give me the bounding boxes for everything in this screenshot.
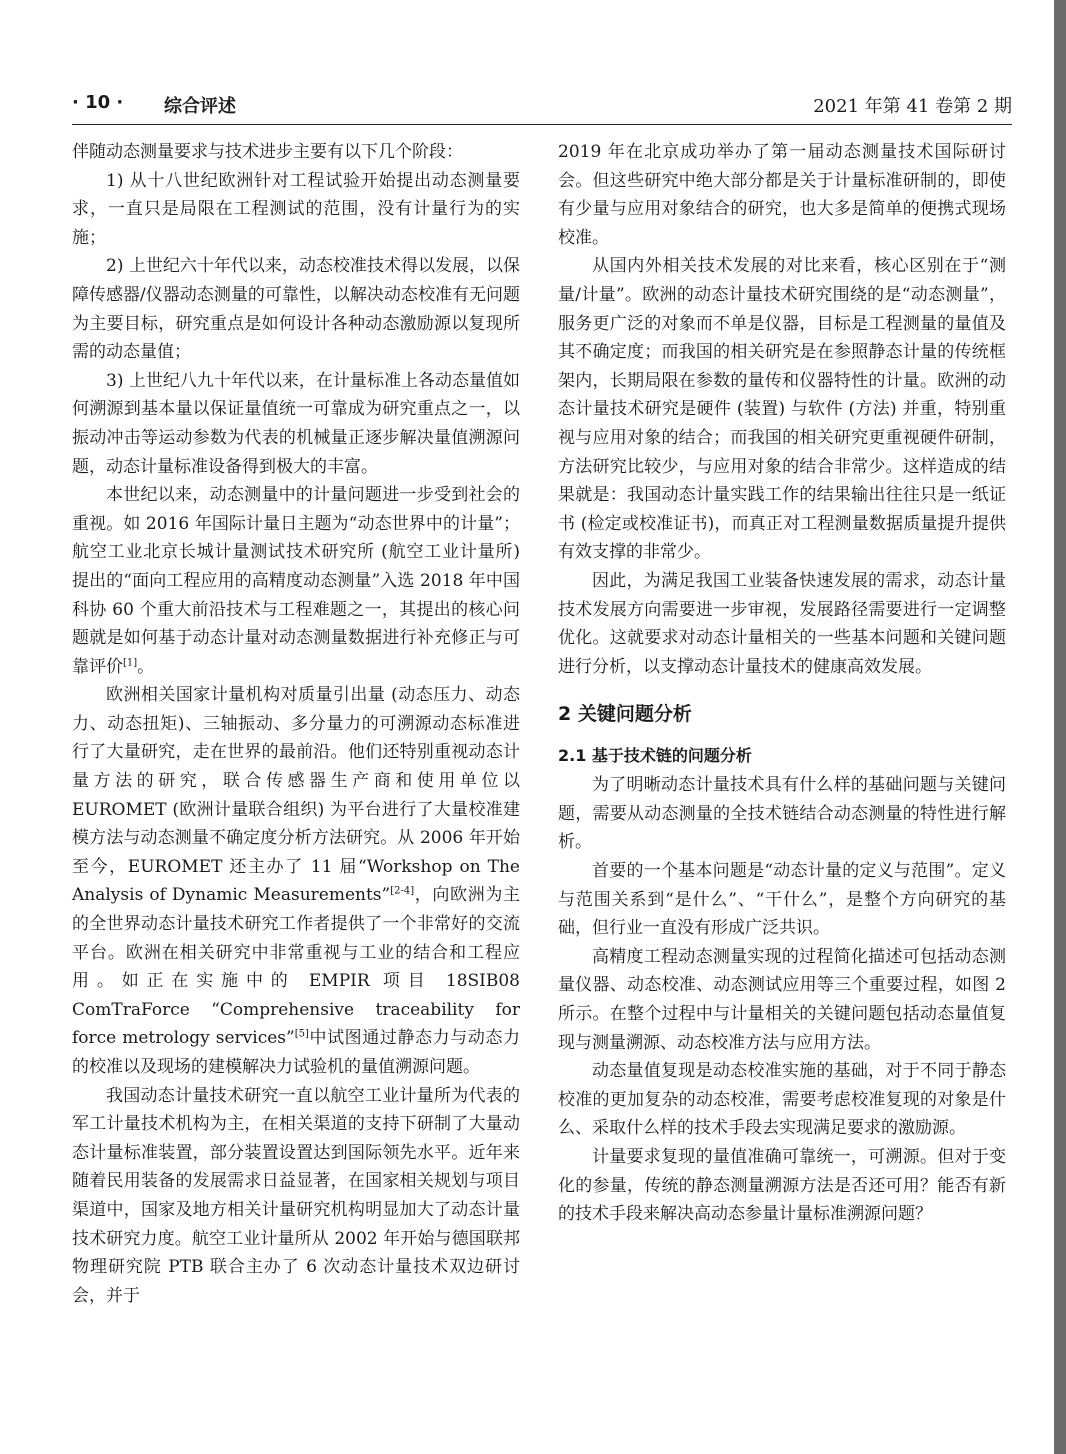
journal-section-name: 综合评述 bbox=[164, 96, 236, 117]
list-item: 2) 上世纪六十年代以来，动态校准技术得以发展，以保障传感器/仪器动态测量的可靠性，以解决动态校准有无问题为主要目标，研究重点是如何设计各种动态激励源以复现所需的动态量值； bbox=[72, 256, 520, 363]
citation: [5] bbox=[294, 1028, 309, 1040]
paragraph-text: 本世纪以来，动态测量中的计量问题进一步受到社会的重视。如 2016 年国际计量日主题为“动态世界中的计量”；航空工业北京长城计量测试技术研究所 (航空工业计量所) 提出的“面向工程应用的高精度动态测量”入选 2018 年中国科协 60 个重大前沿技术与工程难题之一，其提出的核心问题就是如何基于动态计量对动态测量数据进行补充修正与可靠评价 bbox=[72, 485, 520, 677]
paragraph: 计量要求复现的量值准确可靠统一，可溯源。但对于变化的参量，传统的静态测量溯源方法是否还可用？能否有新的技术手段来解决高动态参量计量标准溯源问题？ bbox=[558, 1147, 1006, 1225]
section-heading: 2 关键问题分析 bbox=[558, 703, 692, 726]
paragraph-text: 。 bbox=[137, 656, 155, 677]
citation: [2-4] bbox=[390, 885, 415, 897]
subsection-heading: 2.1 基于技术链的问题分析 bbox=[558, 746, 752, 766]
citation: [1] bbox=[123, 657, 138, 669]
page-edge-bar bbox=[1054, 0, 1066, 1454]
list-item: 1) 从十八世纪欧洲针对工程试验开始提出动态测量要求，一直只是局限在工程测试的范围，没有计量行为的实施； bbox=[72, 170, 520, 248]
left-column bbox=[72, 138, 520, 1310]
header-rule bbox=[72, 124, 1012, 125]
paragraph bbox=[72, 481, 520, 681]
paragraph: 伴随动态测量要求与技术进步主要有以下几个阶段： bbox=[72, 142, 463, 162]
paragraph-text: ，向欧洲为主的全世界动态计量技术研究工作者提供了一个非常好的交流平台。欧洲在相关研究中非常重视与工业的结合和工程应用。如正在实施中的 EMPIR 项目 18SIB08 ComTraForce “Comprehensive traceability for force metrology services” bbox=[72, 885, 520, 1049]
paragraph: 2019 年在北京成功举办了第一届动态测量技术国际研讨会。但这些研究中绝大部分都是关于计量标准研制的，即使有少量与应用对象结合的研究，也大多是简单的便携式现场校准。 bbox=[558, 142, 1006, 248]
paragraph: 高精度工程动态测量实现的过程简化描述可包括动态测量仪器、动态校准、动态测试应用等三个重要过程，如图 2 所示。在整个过程中与计量相关的关键问题包括动态量值复现与测量溯源、动态校准方法与应用方法。 bbox=[558, 946, 1006, 1053]
page-header bbox=[72, 92, 1012, 120]
paragraph bbox=[72, 681, 520, 1081]
right-column bbox=[558, 138, 1006, 1229]
paragraph: 动态量值复现是动态校准实施的基础，对于不同于静态校准的更加复杂的动态校准，需要考虑校准复现的对象是什么、采取什么样的技术手段去实现满足要求的激励源。 bbox=[558, 1061, 1006, 1139]
paragraph: 我国动态计量技术研究一直以航空工业计量所为代表的军工计量技术机构为主，在相关渠道的支持下研制了大量动态计量标准装置，部分装置设置达到国际领先水平。近年来随着民用装备的发展需求日益显著，在国家相关规划与项目渠道中，国家及地方相关计量研究机构明显加大了动态计量技术研究力度。航空工业计量所从 2002 年开始与德国联邦物理研究院 PTB 联合主办了 6 次动态计量技术双边研讨会，并于 bbox=[72, 1085, 520, 1306]
paragraph: 为了明晰动态计量技术具有什么样的基础问题与关键问题，需要从动态测量的全技术链结合动态测量的特性进行解析。 bbox=[558, 775, 1006, 853]
paragraph-text: 中试图通过静态力与动态力的校准以及现场的建模解决力试验机的量值溯源问题。 bbox=[72, 1028, 521, 1077]
page-number: · 10 · bbox=[72, 92, 124, 113]
paragraph: 因此，为满足我国工业装备快速发展的需求，动态计量技术发展方向需要进一步审视，发展路径需要进行一定调整优化。这就要求对动态计量相关的一些基本问题和关键问题进行分析，以支撑动态计量技术的健康高效发展。 bbox=[558, 570, 1006, 677]
issue-info: 2021 年第 41 卷第 2 期 bbox=[813, 96, 1012, 117]
paragraph: 从国内外相关技术发展的对比来看，核心区别在于“测量/计量”。欧洲的动态计量技术研究围绕的是“动态测量”，服务更广泛的对象而不单是仪器，目标是工程测量的量值及其不确定度；而我国的相关研究是在参照静态计量的传统框架内，长期局限在参数的量传和仪器特性的计量。欧洲的动态计量技术研究是硬件 (装置) 与软件 (方法) 并重，特别重视与应用对象的结合；而我国的相关研究更重视硬件研制，方法研究比较少，与应用对象的结合非常少。这样造成的结果就是：我国动态计量实践工作的结果输出往往只是一纸证书 (检定或校准证书)，而真正对工程测量数据质量提升提供有效支撑的非常少。 bbox=[558, 256, 1006, 563]
paragraph-text: 欧洲相关国家计量机构对质量引出量 (动态压力、动态力、动态扭矩)、三轴振动、多分量力的可溯源动态标准进行了大量研究，走在世界的最前沿。他们还特别重视动态计量方法的研究，联合传感器生产商和使用单位以 EUROMET (欧洲计量联合组织) 为平台进行了大量校准建模方法与动态测量不确定度分析方法研究。从 2006 年开始至今，EUROMET 还主办了 11 届“Workshop on The Analysis of Dynamic Measurements” bbox=[72, 685, 520, 906]
list-item: 3) 上世纪八九十年代以来，在计量标准上各动态量值如何溯源到基本量以保证量值统一可靠成为研究重点之一，以振动冲击等运动参数为代表的机械量正逐步解决量值溯源问题，动态计量标准设备得到极大的丰富。 bbox=[72, 370, 520, 477]
paragraph: 首要的一个基本问题是“动态计量的定义与范围”。定义与范围关系到“是什么”、“干什么”，是整个方向研究的基础，但行业一直没有形成广泛共识。 bbox=[558, 861, 1006, 939]
